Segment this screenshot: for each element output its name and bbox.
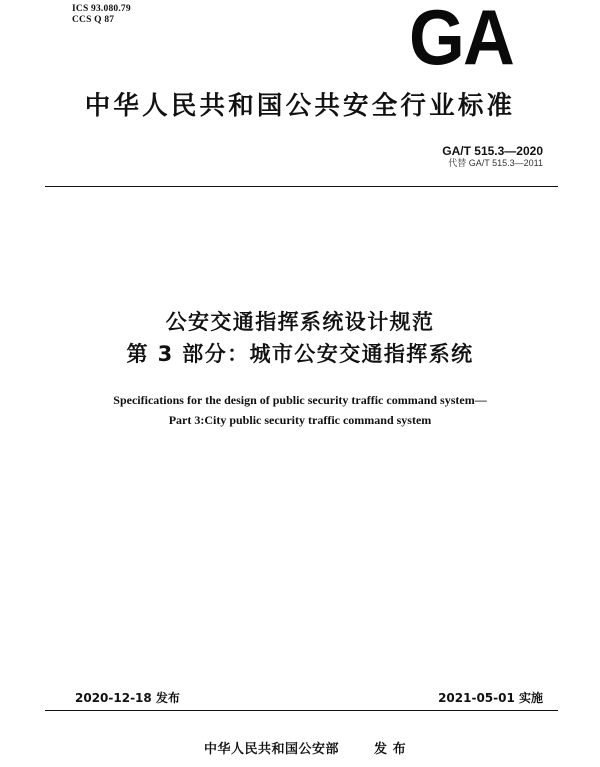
document-title-en-line1: Specifications for the design of public security traffic command system— bbox=[113, 393, 487, 407]
issuing-organization: 中华人民共和国公安部 bbox=[204, 742, 340, 757]
standard-number: GA/T 515.3—2020 bbox=[442, 144, 543, 158]
issue-date: 2020-12-18 发布 bbox=[75, 691, 180, 705]
issuer-line bbox=[204, 738, 406, 757]
ga-logo: GA bbox=[409, 0, 514, 81]
standard-category-title: 中华人民共和国公共安全行业标准 bbox=[84, 91, 516, 121]
replaces-standard: 代替 GA/T 515.3—2011 bbox=[448, 158, 543, 168]
document-title-cn-line1: 公安交通指挥系统设计规范 bbox=[165, 310, 435, 334]
ics-code: ICS 93.080.79 bbox=[72, 4, 131, 14]
document-title-cn-line2: 第 3 部分：城市公安交通指挥系统 bbox=[126, 342, 474, 366]
effective-date: 2021-05-01 实施 bbox=[438, 691, 543, 705]
issue-action: 发 布 bbox=[374, 742, 407, 757]
standard-number-block bbox=[442, 144, 543, 169]
document-title-en-line2: Part 3:City public security traffic command system bbox=[168, 413, 432, 427]
top-divider bbox=[45, 186, 558, 187]
ccs-code: CCS Q 87 bbox=[72, 15, 115, 25]
bottom-divider bbox=[45, 710, 558, 711]
classification-codes bbox=[72, 4, 131, 26]
